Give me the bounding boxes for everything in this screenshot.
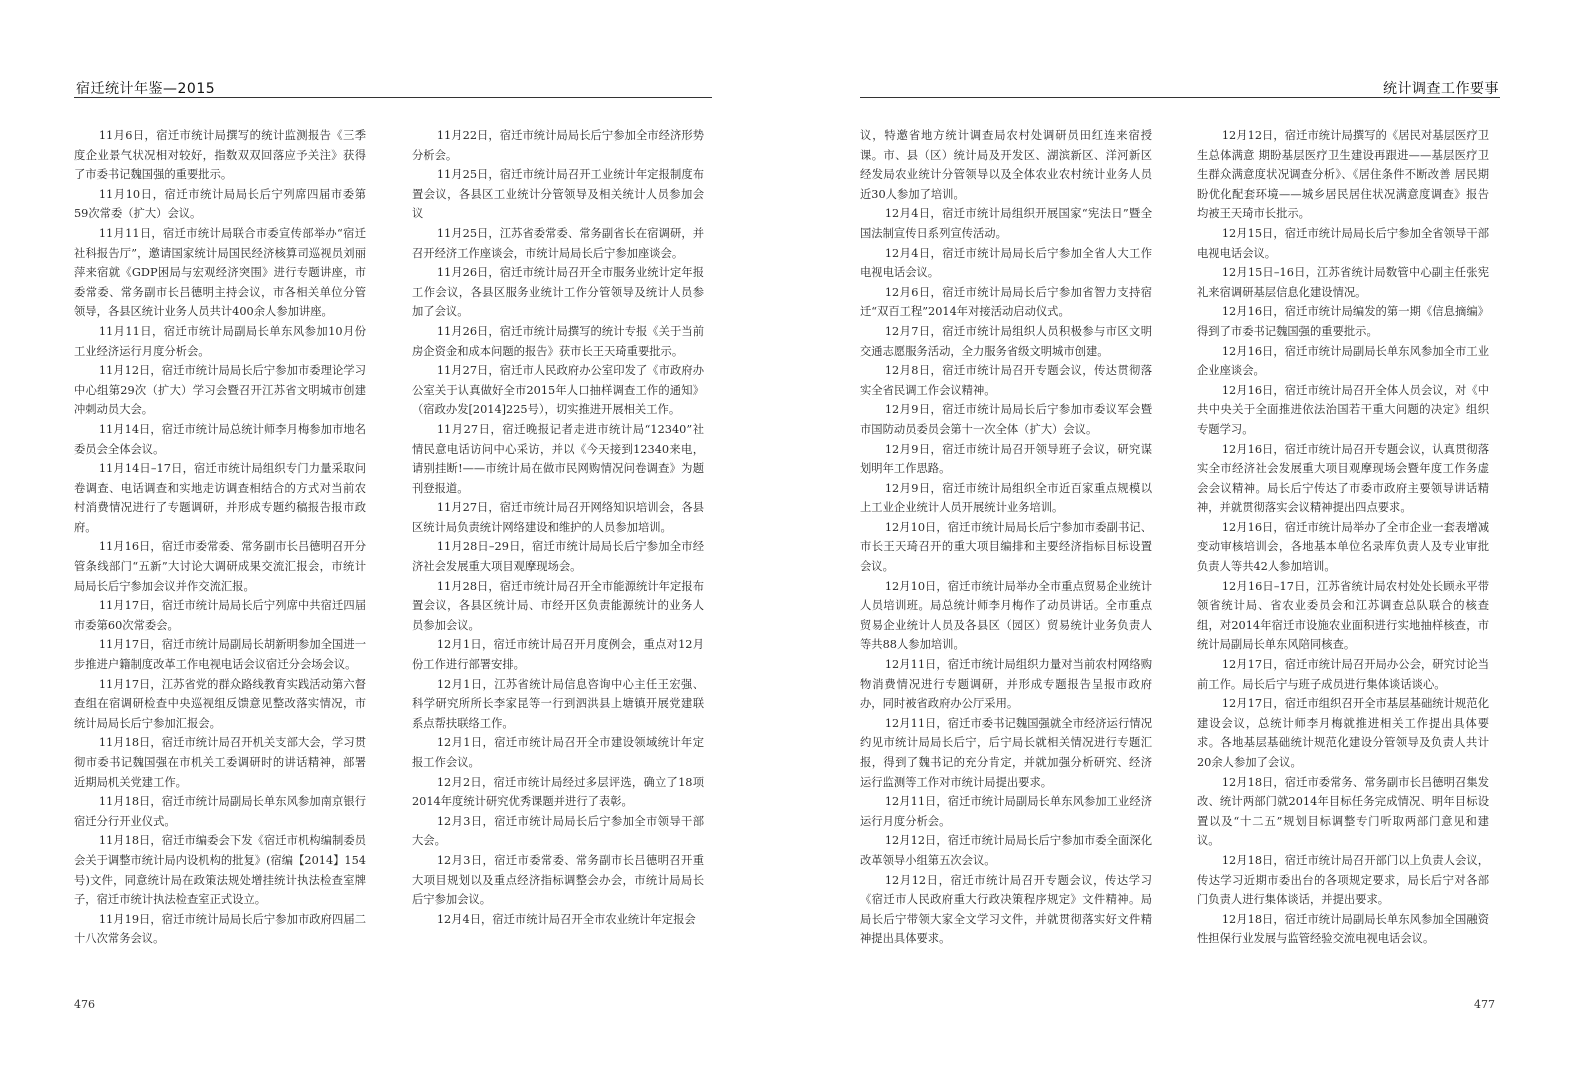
entry-paragraph: 12月16日，宿迁市统计局召开专题会议，认真贯彻落实全市经济社会发展重大项目观摩现场会暨年度工作务虚会会议精神。局长后宁传达了市委市政府主要领导讲话精神，并就贯彻落实会议精神提出四点要求。	[1197, 442, 1489, 515]
entry-paragraph: 11月19日，宿迁市统计局局长后宁参加市政府四届二十八次常务会议。	[74, 912, 366, 946]
entry-paragraph: 12月12日，宿迁市统计局召开专题会议，传达学习《宿迁市人民政府重大行政决策程序规定》文件精神。局局长后宁带领大家全文学习文件，并就贯彻落实好文件精神提出具体要求。	[860, 873, 1152, 946]
entry-paragraph: 12月3日，宿迁市委常委、常务副市长吕德明召开重大项目规划以及重点经济指标调整会办会，市统计局局长后宁参加会议。	[412, 853, 704, 907]
entry-paragraph: 11月28日–29日，宿迁市统计局局长后宁参加全市经济社会发展重大项目观摩现场会。	[412, 540, 704, 574]
entry-paragraph: 11月17日，宿迁市统计局副局长胡新明参加全国进一步推进户籍制度改革工作电视电话会议宿迁分会场会议。	[74, 638, 366, 672]
entry-paragraph: 12月11日，宿迁市委书记魏国强就全市经济运行情况约见市统计局局长后宁，后宁局长就相关情况进行专题汇报，得到了魏书记的充分肯定，并就加强分析研究、经济运行监测等工作对市统计局提出要求。	[860, 716, 1152, 789]
entry-paragraph: 12月4日，宿迁市统计局召开全市农业统计年定报会	[436, 912, 696, 926]
entry-paragraph: 12月11日，宿迁市统计局副局长单东风参加工业经济运行月度分析会。	[860, 795, 1152, 828]
entry-paragraph: 12月16日，宿迁市统计局召开全体人员会议，对《中共中央关于全面推进依法治国若干重大问题的决定》组织专题学习。	[1197, 383, 1489, 436]
entry-paragraph: 12月16日–17日，江苏省统计局农村处处长顾永平带领省统计局、省农业委员会和江苏调查总队联合的核查组，对2014年宿迁市设施农业面积进行实地抽样核查，市统计局副局长单东风陪同核查。	[1197, 579, 1489, 652]
entry-paragraph: 11月27日，宿迁市统计局召开网络知识培训会，各县区统计局负责统计网络建设和维护的人员参加培训。	[412, 501, 704, 534]
running-head: 统计调查工作要事	[1383, 81, 1499, 97]
entry-paragraph: 12月9日，宿迁市统计局召开领导班子会议，研究谋划明年工作思路。	[860, 442, 1152, 476]
entry-paragraph: 11月10日，宿迁市统计局局长后宁列席四届市委第59次常委（扩大）会议。	[74, 187, 366, 221]
entry-paragraph: 12月6日，宿迁市统计局局长后宁参加省智力支持宿迁“双百工程”2014年对接活动启动仪式。	[860, 285, 1152, 319]
header-rule	[74, 97, 712, 98]
text-column	[860, 126, 1152, 949]
entry-paragraph: 12月1日，江苏省统计局信息咨询中心主任王宏强、科学研究所所长李家昆等一行到泗洪县上塘镇开展党建联系点帮扶联络工作。	[412, 677, 704, 730]
entry-paragraph: 12月18日，宿迁市委常务、常务副市长吕德明召集发改、统计两部门就2014年目标任务完成情况、明年目标设置以及“十二五”规划目标调整专门听取两部门意见和建议。	[1197, 775, 1489, 848]
entry-paragraph: 11月14日，宿迁市统计局总统计师李月梅参加市地名委员会全体会议。	[74, 422, 366, 456]
entry-paragraph: 12月16日，宿迁市统计局举办了全市企业一套表增减变动审核培训会，各地基本单位名录库负责人及专业审批负责人等共42人参加培训。	[1197, 520, 1489, 574]
entry-paragraph: 12月15日，宿迁市统计局局长后宁参加全省领导干部电视电话会议。	[1197, 226, 1489, 260]
entry-paragraph: 11月12日，宿迁市统计局局长后宁参加市委理论学习中心组第29次（扩大）学习会暨召开江苏省文明城市创建冲刺动员大会。	[74, 364, 366, 417]
entry-paragraph: 12月4日，宿迁市统计局局长后宁参加全省人大工作电视电话会议。	[860, 246, 1152, 280]
entry-paragraph: 11月27日，宿迁晚报记者走进市统计局“12340”社情民意电话访问中心采访，并以《今天接到12340来电，请别挂断!——市统计局在做市民网购情况问卷调查》为题刊登报道。	[412, 422, 704, 495]
entry-paragraph: 11月26日，宿迁市统计局召开全市服务业统计定年报工作会议，各县区服务业统计工作分管领导及统计人员参加了会议。	[412, 266, 704, 319]
entry-paragraph: 11月11日，宿迁市统计局副局长单东风参加10月份工业经济运行月度分析会。	[74, 324, 366, 358]
entry-paragraph: 12月15日–16日，江苏省统计局数管中心副主任张宪礼来宿调研基层信息化建设情况。	[1197, 266, 1489, 299]
entry-paragraph: 12月2日，宿迁市统计局经过多层评选，确立了18项2014年度统计研究优秀课题并进行了表彰。	[412, 775, 704, 809]
entry-paragraph: 11月16日，宿迁市委常委、常务副市长吕德明召开分管条线部门“五新”大讨论大调研成果交流汇报会，市统计局局长后宁参加会议并作交流汇报。	[74, 540, 366, 593]
entry-paragraph: 11月28日，宿迁市统计局召开全市能源统计年定报布置会议，各县区统计局、市经开区负责能源统计的业务人员参加会议。	[412, 579, 704, 632]
entry-paragraph: 12月1日，宿迁市统计局召开全市建设领域统计年定报工作会议。	[412, 736, 704, 769]
entry-paragraph: 12月7日，宿迁市统计局组织人员积极参与市区文明交通志愿服务活动，全力服务省级文明城市创建。	[860, 324, 1152, 358]
right-page	[793, 0, 1587, 1077]
entry-paragraph: 12月11日，宿迁市统计局组织力量对当前农村网络购物消费情况进行专题调研，并形成专题报告呈报市政府办，同时被省政府办公厅采用。	[860, 658, 1152, 711]
left-page	[0, 0, 793, 1077]
entry-paragraph: 11月22日，宿迁市统计局局长后宁参加全市经济形势分析会。	[412, 129, 704, 162]
entry-paragraph: 12月10日，宿迁市统计局局长后宁参加市委副书记、市长王天琦召开的重大项目编排和主要经济指标目标设置会议。	[860, 520, 1152, 574]
entry-paragraph: 11月25日，宿迁市统计局召开工业统计年定报制度布置会议，各县区工业统计分管领导及相关统计人员参加会议	[412, 168, 704, 221]
entry-paragraph: 11月27日，宿迁市人民政府办公室印发了《市政府办公室关于认真做好全市2015年人口抽样调查工作的通知》（宿政办发[2014]225号），切实推进开展相关工作。	[412, 364, 704, 417]
text-column	[74, 126, 366, 949]
entry-paragraph: 11月18日，宿迁市统计局召开机关支部大会，学习贯彻市委书记魏国强在市机关工委调研时的讲话精神，部署近期局机关党建工作。	[74, 736, 366, 789]
entry-paragraph: 12月4日，宿迁市统计局组织开展国家“宪法日”暨全国法制宣传日系列宣传活动。	[860, 207, 1152, 240]
entry-paragraph: 11月25日，江苏省委常委、常务副省长在宿调研，并召开经济工作座谈会，市统计局局长后宁参加座谈会。	[412, 226, 704, 260]
entry-paragraph: 12月18日，宿迁市统计局召开部门以上负责人会议，传达学习近期市委出台的各项规定要求，局长后宁对各部门负责人进行集体谈话，并提出要求。	[1197, 853, 1489, 907]
page-number: 477	[1474, 998, 1495, 1011]
header-rule	[860, 97, 1500, 98]
entry-paragraph: 11月17日，宿迁市统计局局长后宁列席中共宿迁四届市委第60次常委会。	[74, 599, 366, 632]
entry-paragraph: 12月1日，宿迁市统计局召开月度例会，重点对12月份工作进行部署安排。	[412, 638, 704, 672]
entry-paragraph: 12月17日，宿迁市组织召开全市基层基础统计规范化建设会议，总统计师李月梅就推进相关工作提出具体要求。各地基层基础统计规范化建设分管领导及负责人共计20余人参加了会议。	[1197, 697, 1489, 769]
entry-paragraph: 12月9日，宿迁市统计局组织全市近百家重点规模以上工业企业统计人员开展统计业务培训。	[860, 481, 1152, 515]
entry-paragraph: 11月17日，江苏省党的群众路线教育实践活动第六督查组在宿调研检查中央巡视组反馈意见整改落实情况，市统计局局长后宁参加汇报会。	[74, 677, 366, 730]
entry-paragraph: 11月18日，宿迁市统计局副局长单东风参加南京银行宿迁分行开业仪式。	[74, 795, 366, 828]
page-number: 476	[74, 998, 95, 1011]
entry-paragraph: 12月10日，宿迁市统计局举办全市重点贸易企业统计人员培训班。局总统计师李月梅作了动员讲话。全市重点贸易企业统计人员及各县区（园区）贸易统计业务负责人等共88人参加培训。	[860, 579, 1152, 652]
entry-paragraph: 12月8日，宿迁市统计局召开专题会议，传达贯彻落实全省民调工作会议精神。	[860, 364, 1152, 397]
entry-paragraph: 议，特邀省地方统计调查局农村处调研员田红连来宿授课。市、县（区）统计局及开发区、湖滨新区、洋河新区经发局农业统计分管领导以及全体农业农村统计业务人员近30人参加了培训。	[860, 129, 1152, 201]
entry-paragraph: 12月16日，宿迁市统计局副局长单东风参加全市工业企业座谈会。	[1197, 344, 1489, 378]
text-column	[1197, 126, 1489, 949]
entry-paragraph: 11月6日，宿迁市统计局撰写的统计监测报告《三季度企业景气状况相对较好，指数双双回落应予关注》获得了市委书记魏国强的重要批示。	[74, 129, 366, 182]
entry-paragraph: 12月17日，宿迁市统计局召开局办公会，研究讨论当前工作。局长后宁与班子成员进行集体谈话谈心。	[1197, 658, 1489, 691]
entry-paragraph: 11月18日，宿迁市编委会下发《宿迁市机构编制委员会关于调整市统计局内设机构的批复》(宿编【2014】154号)文件，同意统计局在政策法规处增挂统计执法检查室牌子，宿迁市统计执法检查室正式设立。	[74, 834, 366, 907]
entry-paragraph: 12月12日，宿迁市统计局撰写的《居民对基层医疗卫生总体满意 期盼基层医疗卫生建设再跟进——基层医疗卫生群众满意度状况调查分析》、《居住条件不断改善 居民期盼优化配套环境——城乡居民居住状况满意度调查》报告均被王天琦市长批示。	[1197, 129, 1489, 221]
entry-paragraph: 11月14日–17日，宿迁市统计局组织专门力量采取问卷调查、电话调查和实地走访调查相结合的方式对当前农村消费情况进行了专题调研，并形成专题约稿报告报市政府。	[74, 462, 366, 534]
text-column	[412, 126, 704, 929]
entry-paragraph: 11月11日，宿迁市统计局联合市委宣传部举办“宿迁社科报告厅”，邀请国家统计局国民经济核算司巡视员刘丽萍来宿就《GDP困局与宏观经济突围》进行专题讲座，市委常委、常务副市长吕德明主持会议，市各相关单位分管领导，各县区统计业务人员共计400余人参加讲座。	[74, 226, 366, 319]
entry-paragraph: 12月9日，宿迁市统计局局长后宁参加市委议军会暨市国防动员委员会第十一次全体（扩大）会议。	[860, 403, 1152, 436]
entry-paragraph: 12月12日，宿迁市统计局局长后宁参加市委全面深化改革领导小组第五次会议。	[860, 834, 1152, 867]
entry-paragraph: 12月16日，宿迁市统计局编发的第一期《信息摘编》得到了市委书记魏国强的重要批示。	[1197, 305, 1489, 338]
running-head: 宿迁统计年鉴—2015	[76, 81, 216, 97]
entry-paragraph: 12月3日，宿迁市统计局局长后宁参加全市领导干部大会。	[412, 814, 704, 848]
entry-paragraph: 12月18日，宿迁市统计局副局长单东风参加全国融资性担保行业发展与监管经验交流电视电话会议。	[1197, 912, 1489, 946]
entry-paragraph: 11月26日，宿迁市统计局撰写的统计专报《关于当前房企资金和成本问题的报告》获市长王天琦重要批示。	[412, 324, 704, 358]
